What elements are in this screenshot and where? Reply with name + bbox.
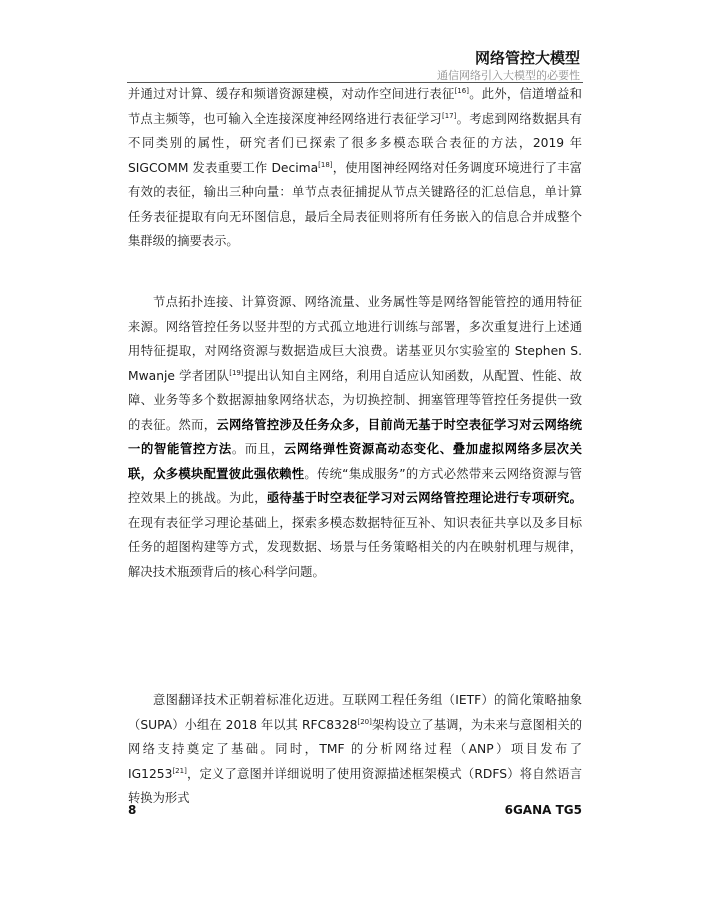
header-subtitle: 通信网络引入大模型的必要性: [437, 69, 580, 82]
paragraph-2-text-1: 节点拓扑连接、计算资源、网络流量、业务属性等是网络智能管控的通用特征来源。网络管控任务以竖井型的方式孤立地进行训练与部署，多次重复进行上述通用特征提取，对网络资源与数据造成巨大浪费。诺基亚贝尔实验室的 Stephen S. Mwanje 学者团队: [128, 295, 582, 383]
paragraph-2: [128, 290, 582, 584]
paragraph-2-text-3: 。而且，: [231, 442, 284, 456]
citation-19: [19]: [229, 368, 244, 377]
header-title: 网络管控大模型: [474, 49, 580, 67]
citation-21: [21]: [172, 766, 187, 775]
paragraph-2-text-2: 提出认知自主网络，利用自适应认知函数，从配置、性能、故障、业务等多个数据源抽象网络状态，为切换控制、拥塞管理等管控任务提供一致的表征。然而，: [128, 368, 582, 432]
paragraph-2-text-4: 。传统“集成服务”的方式必然带来云网络资源与管控效果上的挑战。为此，: [128, 466, 582, 505]
citation-20: [20]: [357, 717, 372, 726]
paragraph-1-text-2: 。此外，信道增益和节点主频等，也可输入全连接深度神经网络进行表征学习: [128, 87, 582, 126]
paragraph-2-text-5: 在现有表征学习理论基础上，探索多模态数据特征互补、知识表征共享以及多目标任务的超图构建等方式，发现数据、场景与任务策略相关的内在映射机理与规律，解决技术瓶颈背后的核心科学问题。: [128, 515, 582, 579]
paragraph-2-bold-2: 云网络弹性资源高动态变化、叠加虚拟网络多层次关联，众多模块配置彼此强依赖性: [128, 442, 582, 481]
paragraph-2-bold-1: 云网络管控涉及任务众多，目前尚无基于时空表征学习对云网络统一的智能管控方法: [128, 417, 582, 456]
paragraph-1-text-3: 。考虑到网络数据具有不同类别的属性，研究者们已探索了很多多模态联合表征的方法，2019 年 SIGCOMM 发表重要工作 Decima: [128, 111, 582, 175]
paragraph-3-text-2: 架构设立了基调，为未来与意图相关的网络支持奠定了基础。同时，TMF 的分析网络过程（ANP）项目发布了 IG1253: [128, 717, 582, 781]
citation-16: [16]: [454, 86, 469, 95]
paragraph-1-text-4: ，使用图神经网络对任务调度环境进行了丰富有效的表征，输出三种向量：单节点表征捕捉从节点关键路径的汇总信息，单计算任务表征提取有向无环图信息，最后全局表征则将所有任务嵌入的信息合并成整个集群级的摘要表示。: [128, 160, 582, 248]
footer-org: 6GANA TG5: [504, 803, 582, 817]
paragraph-3: [128, 688, 582, 811]
citation-18: [18]: [318, 160, 333, 169]
paragraph-1: [128, 82, 582, 254]
paragraph-1-text-1: 并通过对计算、缓存和频谱资源建模，对动作空间进行表征: [128, 87, 455, 101]
paragraph-3-text-3: ，定义了意图并详细说明了使用资源描述框架模式（RDFS）将自然语言转换为形式: [128, 766, 582, 805]
paragraph-3-text-1: 意图翻译技术正朝着标准化迈进。互联网工程任务组（IETF）的简化策略抽象（SUPA）小组在 2018 年以其 RFC8328: [128, 693, 582, 732]
footer-page-number: 8: [128, 803, 137, 817]
citation-17: [17]: [442, 111, 457, 120]
paragraph-2-bold-3: 亟待基于时空表征学习对云网络管控理论进行专项研究。: [266, 491, 582, 505]
